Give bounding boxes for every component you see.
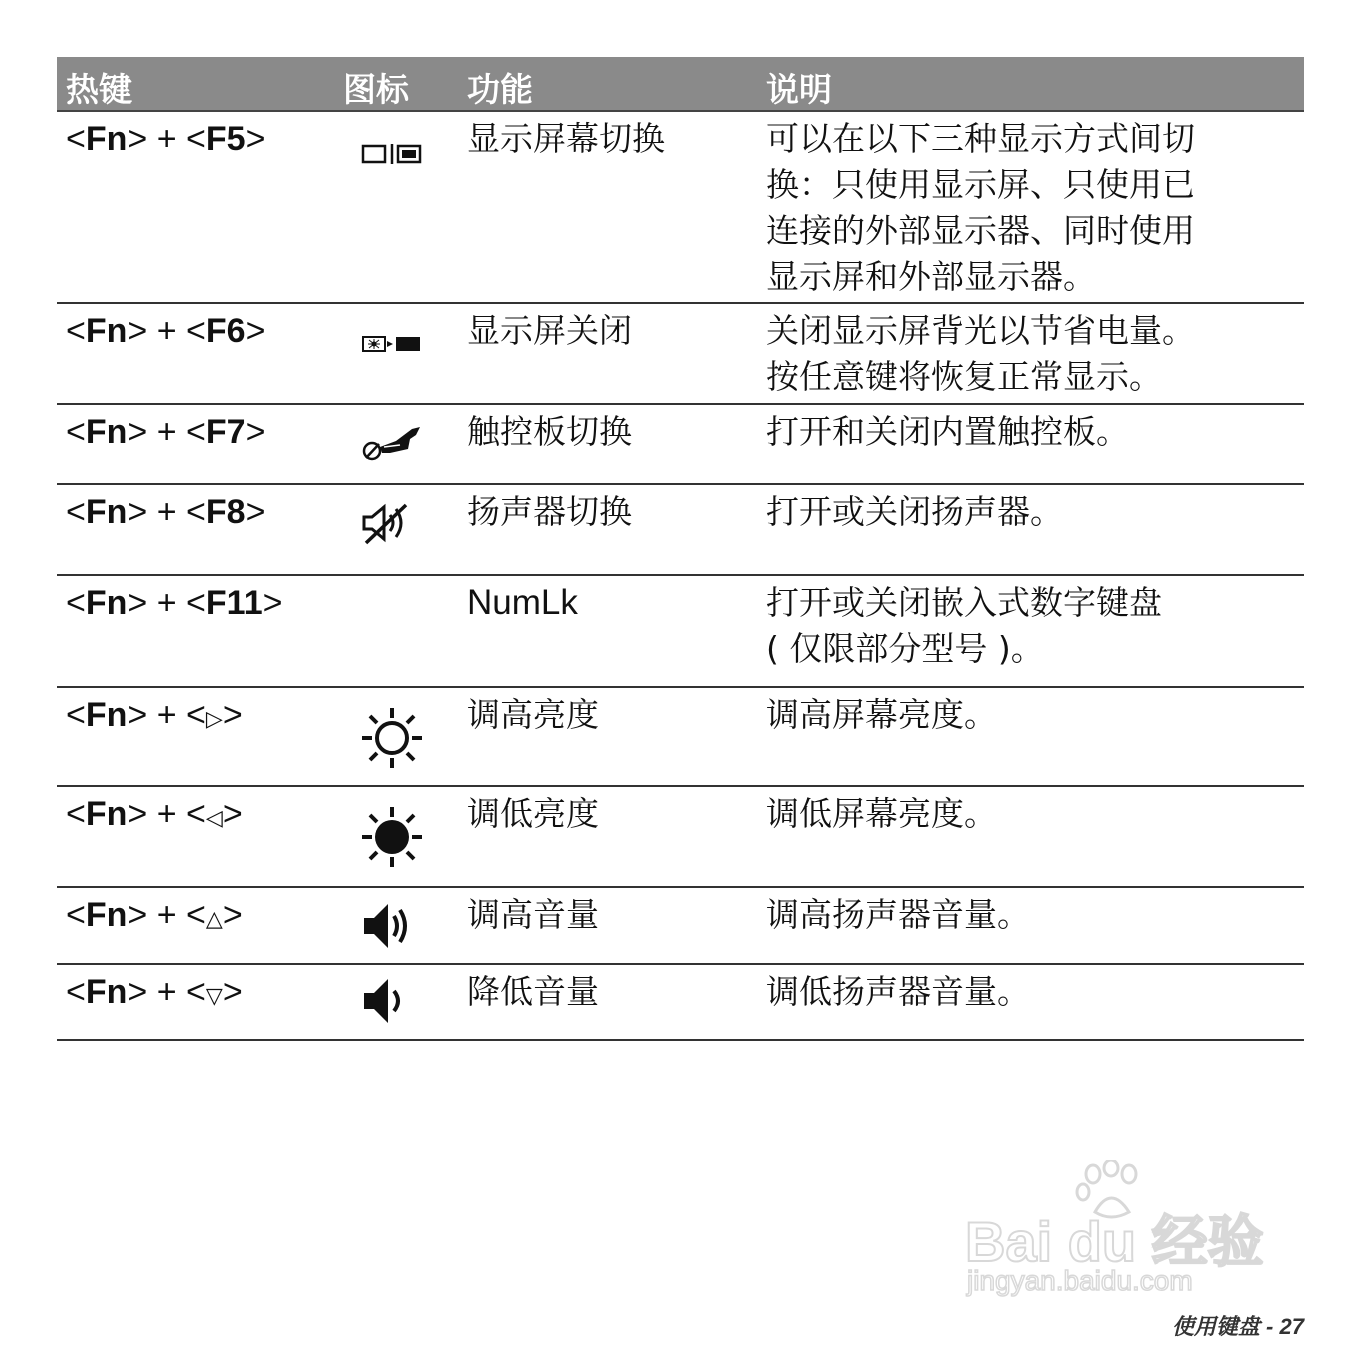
function-name: 调高音量 <box>467 895 599 934</box>
description: 关闭显示屏背光以节省电量。 按任意键将恢复正常显示。 <box>766 311 1195 396</box>
table-header <box>57 57 1304 112</box>
hotkey: <Fn> + <△> <box>66 896 243 934</box>
table-row <box>57 576 1304 688</box>
table-row <box>57 485 1304 576</box>
volume-down-icon <box>360 973 416 1029</box>
hotkey: <Fn> + <F6> <box>66 312 266 350</box>
hotkey: <Fn> + <▷> <box>66 696 243 734</box>
table-row <box>57 787 1304 888</box>
table-row <box>57 888 1304 965</box>
footer-section: 使用键盘 - <box>1171 1314 1274 1339</box>
watermark-url: jingyan.baidu.com <box>967 1265 1193 1296</box>
display-toggle-icon <box>360 142 424 168</box>
function-name: 触控板切换 <box>467 412 632 451</box>
function-name: 降低音量 <box>467 972 599 1011</box>
watermark-brand: Bai du 经验 <box>965 1210 1264 1273</box>
function-name: 扬声器切换 <box>467 492 632 531</box>
description: 打开和关闭内置触控板。 <box>766 412 1129 451</box>
brightness-down-icon <box>360 805 424 869</box>
header-icon: 图标 <box>343 70 409 109</box>
description: 调低扬声器音量。 <box>766 972 1030 1011</box>
function-name: 调高亮度 <box>467 695 599 734</box>
description: 打开或关闭嵌入式数字键盘 ( 仅限部分型号 )。 <box>766 583 1162 668</box>
description: 调高扬声器音量。 <box>766 895 1030 934</box>
hotkey: <Fn> + <◁> <box>66 795 243 833</box>
header-description: 说明 <box>766 70 832 109</box>
speaker-mute-icon <box>360 501 416 547</box>
table-row <box>57 112 1304 304</box>
hotkey: <Fn> + <F7> <box>66 413 266 451</box>
hotkey: <Fn> + <F11> <box>66 584 283 622</box>
description: 可以在以下三种显示方式间切 换：只使用显示屏、只使用已 连接的外部显示器、同时使用 显示屏和外部显示器。 <box>766 119 1195 296</box>
table-row <box>57 965 1304 1041</box>
description: 调高屏幕亮度。 <box>766 695 997 734</box>
hotkey: <Fn> + <▽> <box>66 973 243 1011</box>
hotkey: <Fn> + <F8> <box>66 493 266 531</box>
volume-up-icon <box>360 900 416 952</box>
table-row <box>57 304 1304 405</box>
description: 打开或关闭扬声器。 <box>766 492 1063 531</box>
header-function: 功能 <box>467 70 533 109</box>
page-footer <box>1172 1310 1304 1341</box>
hotkey: <Fn> + <F5> <box>66 120 266 158</box>
hotkey-table <box>57 57 1304 1041</box>
function-name: 调低亮度 <box>467 794 599 833</box>
table-row <box>57 405 1304 485</box>
function-name: 显示屏关闭 <box>467 311 632 350</box>
function-name: 显示屏幕切换 <box>467 119 665 158</box>
header-hotkey: 热键 <box>66 70 132 109</box>
table-row <box>57 688 1304 787</box>
touchpad-toggle-icon <box>360 421 426 465</box>
display-off-icon <box>360 332 424 356</box>
baidu-watermark <box>965 1160 1285 1305</box>
function-name: NumLk <box>467 583 578 622</box>
page-number: 27 <box>1279 1314 1304 1339</box>
description: 调低屏幕亮度。 <box>766 794 997 833</box>
brightness-up-icon <box>360 706 424 770</box>
